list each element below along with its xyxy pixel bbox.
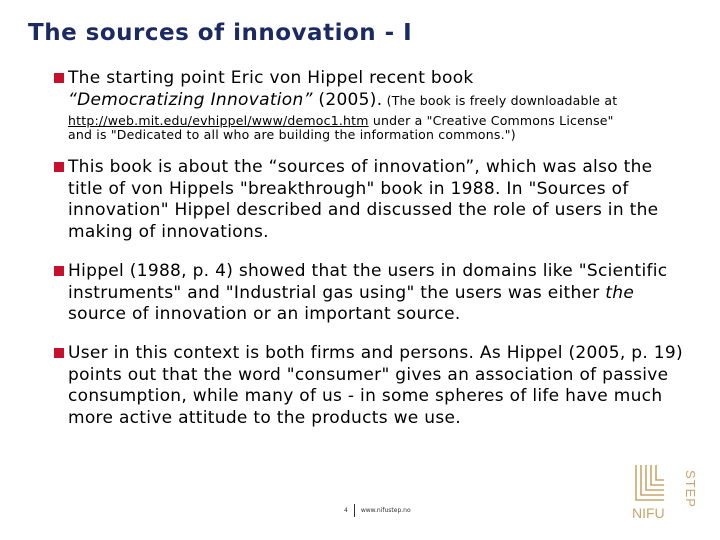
bullet-marker [54, 266, 64, 276]
dedication-note: and is "Dedicated to all who are building the information commons.") [68, 127, 516, 142]
bullet-3-emphasis: the [605, 282, 635, 303]
slide-footer [344, 504, 411, 517]
footer-url: www.nifustep.no [360, 507, 411, 514]
bullet-text-2: This book is about the “sources of innovation”, which was also the title of von Hippels "breakthrough" book in 1988. In "Sources of innovation" Hippel described and discussed the role of users in the making of innovations. [68, 157, 659, 242]
bullet-1-line-1: The starting point Eric von Hippel recent book [68, 68, 474, 88]
bullet-text-3 [68, 261, 683, 326]
license-note: under a "Creative Commons License" [368, 113, 614, 128]
bullet-3-text-after: source of innovation or an important source. [68, 304, 461, 324]
book-year: (2005). [312, 89, 383, 110]
bullet-item-3 [54, 261, 694, 326]
logo-word-step: STEP [683, 470, 698, 508]
nifu-step-logo [628, 462, 698, 522]
bullet-marker [54, 73, 64, 83]
bullet-text-4: User in this context is both firms and persons. As Hippel (2005, p. 19) points out that the word "consumer" gives an association of passive consumption, while many of us - in some spheres of life have much more active attitude to the products we use. [68, 343, 683, 428]
logo-word-nifu: NIFU [632, 505, 665, 521]
bullet-1-note [68, 114, 694, 142]
bullet-marker [54, 348, 64, 358]
bullet-1-note-line-1 [68, 114, 694, 128]
page-number: 4 [344, 507, 348, 514]
bullet-marker [54, 162, 64, 172]
bullet-text-1 [68, 68, 694, 142]
bullet-item-1 [54, 68, 694, 142]
book-title: “Democratizing Innovation” [68, 89, 313, 110]
footer-divider [354, 504, 355, 517]
bullet-item-2 [54, 157, 694, 243]
bullet-3-text-before: Hippel (1988, p. 4) showed that the users in domains like "Scientific instruments" and "Industrial gas using" the users was either [68, 261, 668, 303]
bullet-item-4 [54, 343, 694, 429]
book-download-link[interactable]: http://web.mit.edu/evhippel/www/democ1.htm [68, 113, 369, 128]
slide-title: The sources of innovation - I [28, 20, 413, 46]
availability-note: (The book is freely downloadable at [382, 92, 618, 108]
bullet-1-line-2 [68, 90, 694, 112]
